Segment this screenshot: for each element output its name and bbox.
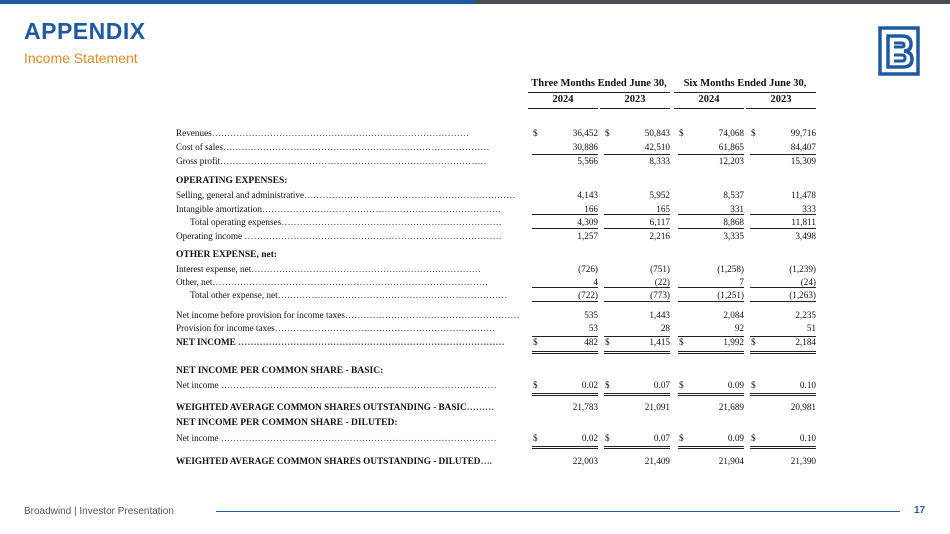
total-double-underline <box>750 351 816 354</box>
leader-dots: ………………………………………………………………………… <box>211 128 469 138</box>
year-underline <box>746 108 816 109</box>
value-cell: 21,091 <box>644 402 670 412</box>
year-header: 2024 <box>552 94 574 105</box>
currency-symbol: $ <box>679 128 684 138</box>
section-operating-expenses: OPERATING EXPENSES: <box>176 176 288 186</box>
row-label <box>176 402 526 412</box>
subtotal-underline <box>604 301 670 302</box>
row-label <box>190 217 526 227</box>
value-cell: 331 <box>730 204 744 214</box>
value-cell: 61,865 <box>718 142 744 152</box>
table-row <box>176 190 826 203</box>
total-double-underline <box>604 393 670 396</box>
leader-dots: …………………………………………………………………………… <box>235 337 505 347</box>
row-label <box>176 142 526 152</box>
year-header: 2023 <box>624 94 646 105</box>
subtotal-underline <box>750 336 816 337</box>
value-cell: 42,510 <box>644 142 670 152</box>
row-label <box>176 456 526 466</box>
currency-symbol: $ <box>679 380 684 390</box>
currency-symbol: $ <box>751 380 756 390</box>
leader-dots: ………………………………………………………………………… <box>242 231 502 241</box>
footer-divider <box>216 511 900 512</box>
table-row <box>176 380 826 393</box>
subtotal-underline <box>604 154 670 155</box>
header-six-months: Six Months Ended June 30, <box>683 78 807 89</box>
table-row <box>176 204 826 217</box>
value-cell: 1,443 <box>649 310 670 320</box>
value-cell: 92 <box>734 323 744 333</box>
leader-dots: …………………………………………………………………… <box>261 204 501 214</box>
table-row <box>176 323 826 336</box>
value-cell: 2,184 <box>795 337 816 347</box>
row-label <box>176 190 526 200</box>
value-cell: 0.07 <box>653 380 670 390</box>
total-double-underline <box>604 446 670 449</box>
value-cell: 0.07 <box>653 433 670 443</box>
page-subtitle: Income Statement <box>24 50 138 66</box>
row-label <box>176 128 526 138</box>
subtotal-underline <box>604 214 670 215</box>
subtotal-underline <box>604 336 670 337</box>
total-double-underline <box>604 351 670 354</box>
total-double-underline <box>532 393 598 396</box>
value-cell: 22,003 <box>572 456 598 466</box>
row-label <box>176 277 526 287</box>
row-label-text: Revenues <box>176 128 212 138</box>
section-eps-basic: NET INCOME PER COMMON SHARE - BASIC: <box>176 366 384 376</box>
year-underline <box>528 108 598 109</box>
leader-dots: …………………………………………………………… <box>304 190 516 200</box>
row-label-text: Provision for income taxes <box>176 323 275 333</box>
section-eps-diluted: NET INCOME PER COMMON SHARE - DILUTED: <box>176 418 398 428</box>
value-cell: 333 <box>802 204 816 214</box>
value-cell: (773) <box>650 290 670 300</box>
page-title: APPENDIX <box>24 18 146 44</box>
year-header: 2024 <box>698 94 720 105</box>
row-label <box>176 380 526 390</box>
total-double-underline <box>532 351 598 354</box>
header-underline-three <box>528 92 670 93</box>
table-row <box>176 402 826 415</box>
value-cell: 7 <box>739 277 744 287</box>
value-cell: 3,498 <box>795 231 816 241</box>
value-cell: 8,537 <box>723 190 744 200</box>
subtotal-underline <box>604 287 670 288</box>
value-cell: (1,251) <box>717 290 744 300</box>
value-cell: 12,203 <box>718 156 744 166</box>
leader-dots: ………………………………………………… <box>344 310 520 320</box>
subtotal-underline <box>678 228 744 229</box>
leader-dots: ……………………………………………………………… <box>281 217 502 227</box>
currency-symbol: $ <box>533 128 538 138</box>
value-cell: 5,566 <box>577 156 598 166</box>
table-row <box>176 337 826 350</box>
value-cell: 2,084 <box>723 310 744 320</box>
value-cell: (751) <box>650 264 670 274</box>
currency-symbol: $ <box>605 433 610 443</box>
total-double-underline <box>678 393 744 396</box>
value-cell: 4,143 <box>577 190 598 200</box>
leader-dots: ………………………………………………………………… <box>251 264 481 274</box>
table-row <box>176 231 826 244</box>
value-cell: 74,068 <box>718 128 744 138</box>
value-cell: 0.02 <box>581 433 598 443</box>
value-cell: 11,811 <box>791 217 816 227</box>
value-cell: 0.09 <box>727 433 744 443</box>
row-label <box>176 204 526 214</box>
subtotal-underline <box>750 228 816 229</box>
value-cell: 28 <box>660 323 670 333</box>
leader-dots: ……………………………………………………………………………… <box>212 277 488 287</box>
year-underline <box>600 108 670 109</box>
value-cell: 20,981 <box>790 402 816 412</box>
subtotal-underline <box>678 214 744 215</box>
value-cell: 21,904 <box>718 456 744 466</box>
row-label-text: NET INCOME <box>176 337 236 347</box>
leader-dots: ……………………………………………………………………………… <box>218 380 497 390</box>
subtotal-underline <box>532 228 598 229</box>
subtotal-underline <box>532 214 598 215</box>
section-other-expense: OTHER EXPENSE, net: <box>176 250 278 260</box>
row-label <box>176 323 526 333</box>
row-label-text: Operating income <box>176 231 243 241</box>
value-cell: (1,263) <box>789 290 816 300</box>
table-row <box>176 128 826 141</box>
row-label <box>176 337 526 347</box>
value-cell: 535 <box>584 310 598 320</box>
row-label <box>176 433 526 443</box>
value-cell: 5,952 <box>649 190 670 200</box>
value-cell: 0.09 <box>727 380 744 390</box>
page-number: 17 <box>914 505 926 516</box>
value-cell: 4,309 <box>577 217 598 227</box>
value-cell: 1,415 <box>649 337 670 347</box>
row-label <box>176 156 526 166</box>
table-row <box>176 156 826 169</box>
table-row <box>176 310 826 323</box>
leader-dots: ……………………………………………………………… <box>274 323 496 333</box>
table-row <box>176 264 826 277</box>
subtotal-underline <box>604 228 670 229</box>
value-cell: (22) <box>654 277 670 287</box>
value-cell: 0.10 <box>799 433 816 443</box>
value-cell: 6,117 <box>649 217 670 227</box>
value-cell: 0.10 <box>799 380 816 390</box>
row-label-text: Intangible amortization <box>176 204 262 214</box>
currency-symbol: $ <box>605 380 610 390</box>
top-accent-bar-gray <box>475 0 950 4</box>
value-cell: 21,390 <box>790 456 816 466</box>
subtotal-underline <box>750 301 816 302</box>
value-cell: 0.02 <box>581 380 598 390</box>
currency-symbol: $ <box>751 337 756 347</box>
subtotal-underline <box>532 336 598 337</box>
currency-symbol: $ <box>751 128 756 138</box>
value-cell: (24) <box>800 277 816 287</box>
value-cell: 51 <box>806 323 816 333</box>
value-cell: 166 <box>584 204 598 214</box>
subtotal-underline <box>750 214 816 215</box>
footer-presentation-label: Broadwind | Investor Presentation <box>24 506 174 517</box>
subtotal-underline <box>678 301 744 302</box>
header-three-months: Three Months Ended June 30, <box>531 78 667 89</box>
value-cell: (1,239) <box>789 264 816 274</box>
value-cell: 53 <box>588 323 598 333</box>
row-label <box>176 310 526 320</box>
leader-dots: …………………………………………………………………………… <box>220 156 487 166</box>
subtotal-underline <box>532 154 598 155</box>
currency-symbol: $ <box>679 337 684 347</box>
leader-dots: ……… <box>466 402 495 412</box>
total-double-underline <box>750 446 816 449</box>
total-double-underline <box>678 351 744 354</box>
value-cell: 21,689 <box>718 402 744 412</box>
row-label-text: Net income <box>176 380 219 390</box>
row-label-text: Net income before provision for income taxes <box>176 310 345 320</box>
table-row <box>176 456 826 469</box>
leader-dots: …………………………………………………………………………… <box>222 142 490 152</box>
value-cell: (722) <box>578 290 598 300</box>
year-underline <box>674 108 744 109</box>
value-cell: 482 <box>584 337 598 347</box>
table-row <box>176 277 826 290</box>
subtotal-underline <box>678 154 744 155</box>
row-label-text: Total operating expenses <box>190 217 282 227</box>
value-cell: 4 <box>593 277 598 287</box>
subtotal-underline <box>750 154 816 155</box>
row-label <box>176 231 526 241</box>
table-row <box>176 433 826 446</box>
value-cell: 8,868 <box>723 217 744 227</box>
row-label <box>176 264 526 274</box>
currency-symbol: $ <box>751 433 756 443</box>
currency-symbol: $ <box>605 337 610 347</box>
row-label-text: Selling, general and administrative <box>176 190 305 200</box>
row-label <box>190 290 526 300</box>
leader-dots: …. <box>480 456 492 466</box>
top-accent-bar <box>0 0 475 4</box>
subtotal-underline <box>678 287 744 288</box>
currency-symbol: $ <box>679 433 684 443</box>
currency-symbol: $ <box>533 337 538 347</box>
value-cell: 50,843 <box>644 128 670 138</box>
row-label-text: Interest expense, net <box>176 264 252 274</box>
row-label-text: Other, net <box>176 277 213 287</box>
subtotal-underline <box>750 287 816 288</box>
value-cell: 21,783 <box>572 402 598 412</box>
value-cell: 3,335 <box>723 231 744 241</box>
value-cell: (726) <box>578 264 598 274</box>
row-label-text: WEIGHTED AVERAGE COMMON SHARES OUTSTANDING - BASIC <box>176 402 467 412</box>
total-double-underline <box>750 393 816 396</box>
row-label-text: Gross profit <box>176 156 221 166</box>
subtotal-underline <box>532 287 598 288</box>
currency-symbol: $ <box>605 128 610 138</box>
broadwind-logo-icon <box>878 26 920 76</box>
value-cell: 2,235 <box>795 310 816 320</box>
value-cell: 1,257 <box>577 231 598 241</box>
value-cell: 8,333 <box>649 156 670 166</box>
total-double-underline <box>678 446 744 449</box>
year-header: 2023 <box>770 94 792 105</box>
row-label-text: Total other expense, net <box>190 290 278 300</box>
currency-symbol: $ <box>533 433 538 443</box>
subtotal-underline <box>532 301 598 302</box>
value-cell: 11,478 <box>791 190 816 200</box>
total-double-underline <box>532 446 598 449</box>
value-cell: 2,216 <box>649 231 670 241</box>
subtotal-underline <box>678 336 744 337</box>
value-cell: 1,992 <box>723 337 744 347</box>
value-cell: 15,309 <box>790 156 816 166</box>
header-underline-six <box>674 92 816 93</box>
row-label-text: Cost of sales <box>176 142 223 152</box>
leader-dots: ……………………………………………………………………………… <box>218 433 497 443</box>
currency-symbol: $ <box>533 380 538 390</box>
value-cell: (1,258) <box>717 264 744 274</box>
value-cell: 36,452 <box>572 128 598 138</box>
row-label-text: Net income <box>176 433 219 443</box>
row-label-text: WEIGHTED AVERAGE COMMON SHARES OUTSTANDING - DILUTED <box>176 456 481 466</box>
value-cell: 84,407 <box>790 142 816 152</box>
value-cell: 165 <box>656 204 670 214</box>
value-cell: 21,409 <box>644 456 670 466</box>
value-cell: 99,716 <box>790 128 816 138</box>
leader-dots: ………………………………………………………………… <box>277 290 508 300</box>
value-cell: 30,886 <box>572 142 598 152</box>
